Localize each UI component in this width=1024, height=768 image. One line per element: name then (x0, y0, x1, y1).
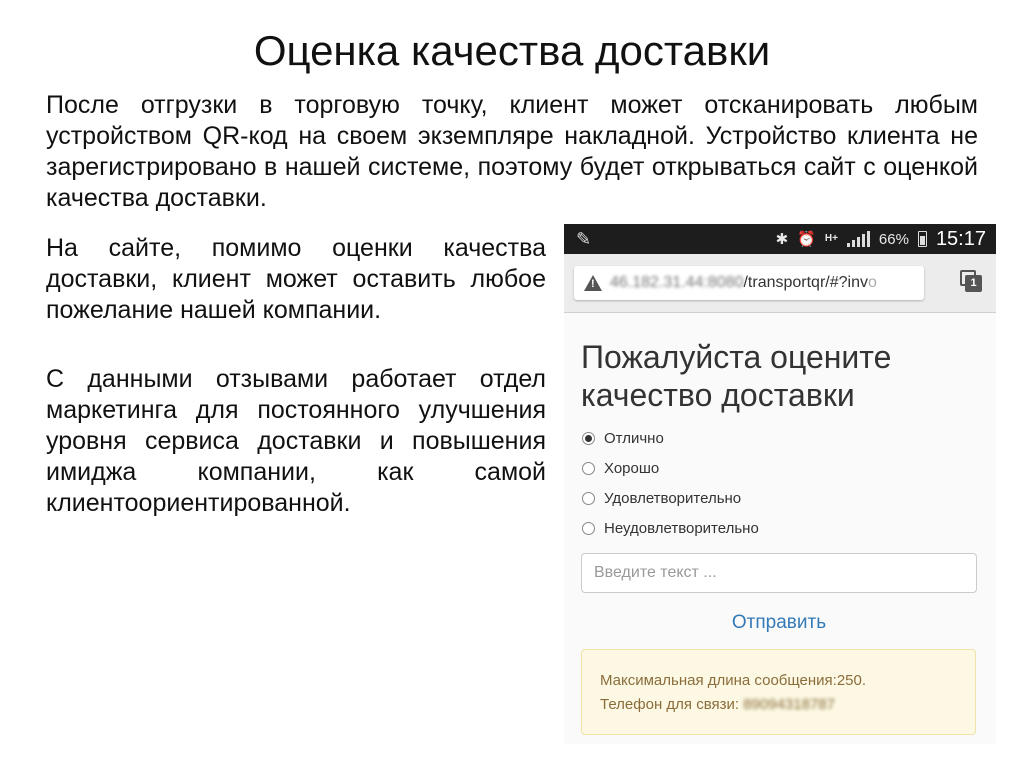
tabs-icon[interactable] (960, 270, 982, 292)
rating-option-label: Отлично (604, 430, 664, 447)
battery-percent: 66% (878, 230, 909, 248)
status-bar (564, 224, 996, 254)
alarm-icon: ⏰ (797, 231, 816, 248)
submit-button[interactable]: Отправить (704, 608, 854, 638)
url-host: 46.182.31.44:8080 (610, 274, 744, 291)
url-fade: o (867, 274, 877, 291)
rating-option-satisfactory[interactable] (582, 490, 741, 507)
pen-icon: ✎ (576, 229, 592, 249)
radio-button[interactable] (582, 492, 595, 505)
description-paragraph-2: С данными отзывами работает отдел маркетинга для постоянного улучшения уровня сервиса доставки и повышения имиджа компании, как самой клиентоориентированной. (46, 365, 546, 517)
info-alert (581, 649, 976, 735)
tab-count: 1 (965, 275, 982, 292)
rating-option-unsatisfactory[interactable] (582, 520, 759, 537)
status-time: 15:17 (935, 227, 986, 250)
slide-title: Оценка качества доставки (253, 27, 771, 74)
contact-phone-info (600, 696, 835, 713)
description-paragraph-1: На сайте, помимо оценки качества доставки, клиент может оставить любое пожелание нашей компании. (46, 234, 546, 324)
phone-screenshot (564, 224, 996, 744)
radio-button[interactable] (582, 462, 595, 475)
radio-button[interactable] (582, 432, 595, 445)
intro-paragraph: После отгрузки в торговую точку, клиент может отсканировать любым устройством QR-код на своем экземпляре накладной. Устройство клиента не зарегистрировано в нашей системе, поэтому будет открываться сайт с оценкой качества доставки. (46, 91, 978, 212)
rating-option-excellent[interactable] (582, 430, 664, 447)
battery-icon (918, 231, 927, 247)
rating-option-label: Хорошо (604, 460, 660, 477)
browser-toolbar (564, 254, 996, 313)
comment-input[interactable] (581, 553, 977, 593)
rating-option-label: Неудовлетворительно (604, 520, 759, 537)
max-length-info: Максимальная длина сообщения:250. (600, 672, 867, 689)
rating-option-good[interactable] (582, 460, 659, 477)
bluetooth-icon: ✱ (775, 231, 789, 248)
contact-phone-value: 89094318787 (743, 696, 835, 713)
url-path: /transportqr/#?inv (743, 274, 868, 291)
form-title: Пожалуйста оцените качество доставки (581, 339, 892, 413)
network-type: H+ (824, 233, 838, 244)
signal-icon (847, 231, 870, 247)
address-bar[interactable] (574, 266, 924, 300)
radio-button[interactable] (582, 522, 595, 535)
warning-icon (584, 275, 602, 291)
contact-phone-label: Телефон для связи: (600, 696, 744, 713)
rating-option-label: Удовлетворительно (604, 490, 742, 507)
